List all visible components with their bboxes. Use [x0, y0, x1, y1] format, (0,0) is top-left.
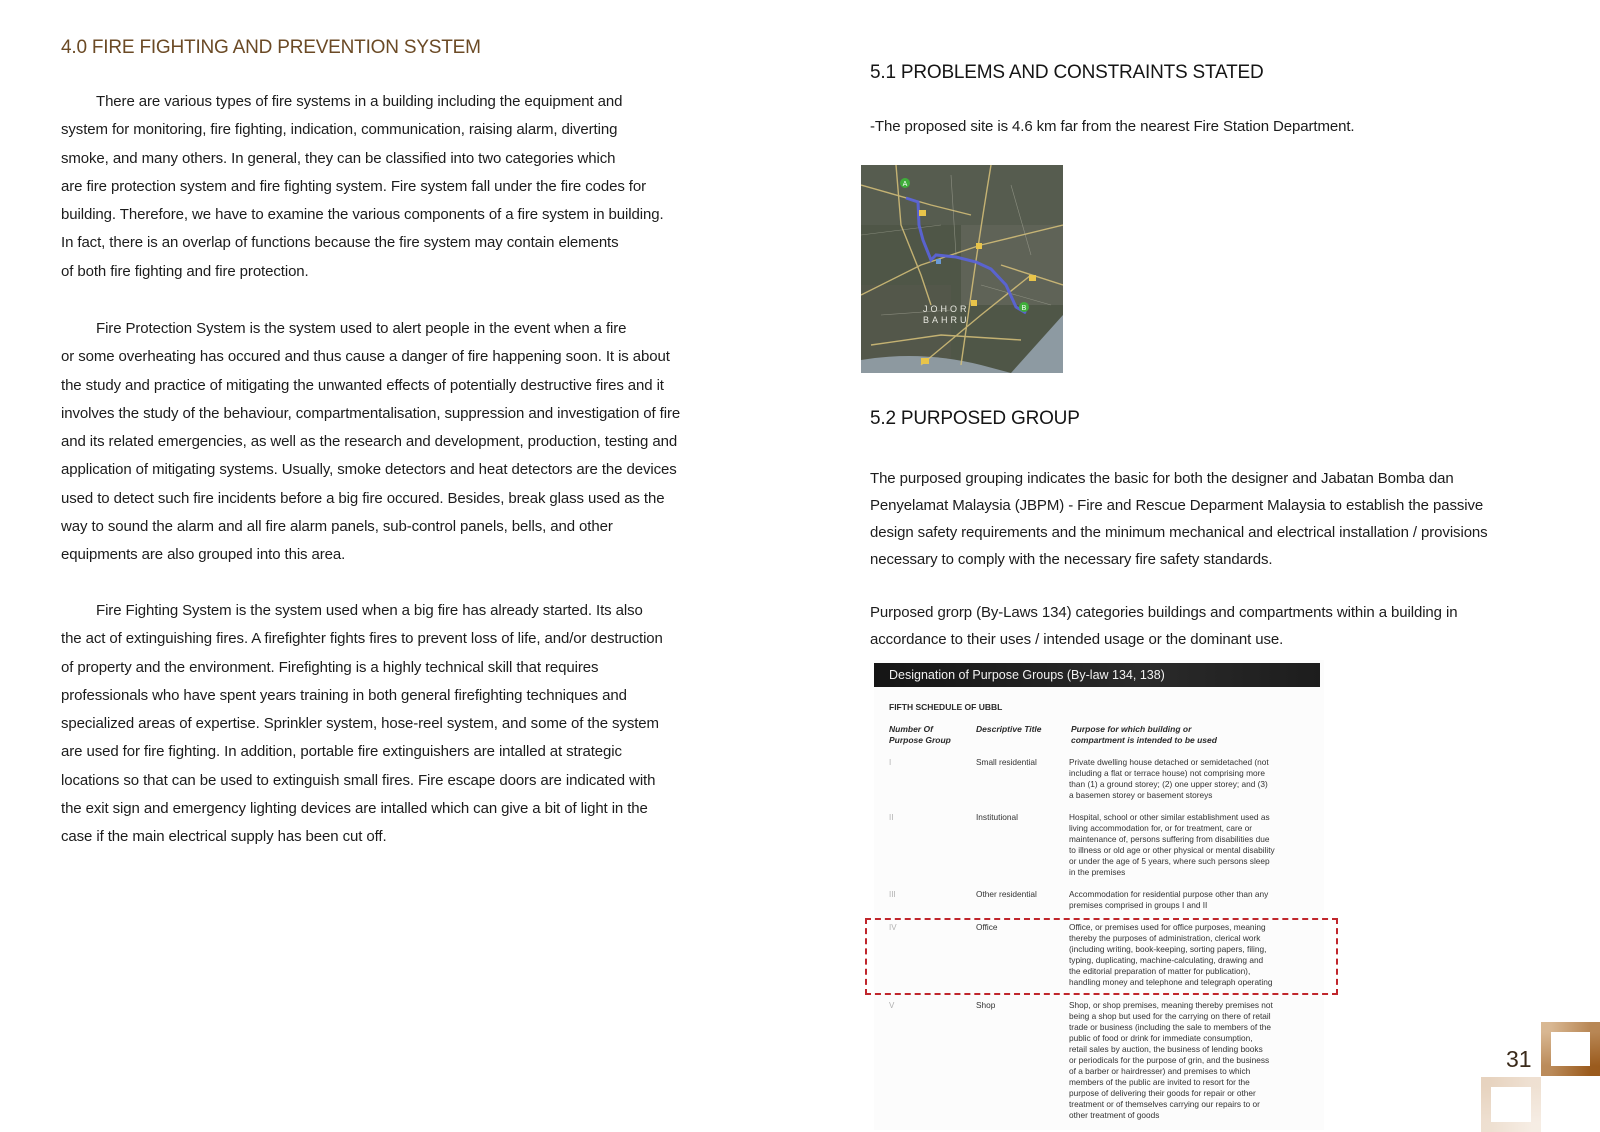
decorative-square-icon — [1541, 1022, 1600, 1076]
text-line: accordance to their uses / intended usage or the dominant use. — [870, 631, 1284, 648]
purpose-groups-table — [874, 660, 1324, 1130]
marker-a-label: A — [902, 181, 908, 188]
group-number: II — [889, 813, 894, 822]
text-line: specialized areas of expertise. Sprinkler system, hose-reel system, and some of the system — [61, 715, 659, 733]
table-subtitle: FIFTH SCHEDULE OF UBBL — [889, 702, 1003, 712]
text-line: Fire Fighting System is the system used when a big fire has already started. Its also — [96, 602, 643, 619]
text-line: application of mitigating systems. Usually, smoke detectors and heat detectors are the devices — [61, 461, 677, 479]
text-line: locations so that can be used to extinguish small fires. Fire escape doors are indicated with — [61, 771, 656, 789]
text-line: design safety requirements and the minimum mechanical and electrical installation / provisions — [870, 524, 1488, 541]
text-line: There are various types of fire systems in a building including the equipment and — [96, 93, 623, 110]
group-number: IV — [889, 923, 897, 932]
map-city-label: JOHOR — [923, 304, 970, 314]
by-laws-paragraph — [870, 599, 1457, 653]
group-number: III — [889, 890, 896, 899]
text-line: Purposed grorp (By-Laws 134) categories buildings and compartments within a building in — [870, 604, 1458, 621]
text-line: system for monitoring, fire fighting, indication, communication, raising alarm, diverting — [61, 121, 618, 139]
section-5-1-heading: 5.1 PROBLEMS AND CONSTRAINTS STATED — [870, 62, 1264, 83]
text-line: the act of extinguishing fires. A firefighter fights fires to prevent loss of life, and/or destruction — [61, 630, 663, 648]
text-line: case if the main electrical supply has been cut off. — [61, 828, 387, 846]
text-line: of both fire fighting and fire protection. — [61, 262, 309, 280]
route-map-image — [861, 165, 1063, 373]
text-line: or some overheating has occured and thus cause a danger of fire happening soon. It is about — [61, 348, 670, 366]
text-line: equipments are also grouped into this area. — [61, 546, 346, 564]
group-number: I — [889, 758, 892, 767]
text-line: involves the study of the behaviour, compartmentalisation, suppression and investigation of fire — [61, 404, 681, 422]
text-line: professionals who have spent years training in both general firefighting techniques and — [61, 686, 627, 704]
text-line: Fire Protection System is the system used to alert people in the event when a fire — [96, 320, 627, 337]
fire-protection-paragraph — [61, 315, 751, 570]
text-line: In fact, there is an overlap of functions because the fire system may contain elements — [61, 234, 619, 252]
text-line: The purposed grouping indicates the basic for both the designer and Jabatan Bomba dan — [870, 470, 1454, 487]
page-number: 31 — [1506, 1046, 1532, 1072]
group-purpose: Hospital, school or other similar establishment used as living accommodation for, or for treatment, care or maintenance of, persons suffering from disabilities due to illness or old age or other physical or mental disability or under the age of 5 years, where such persons sleep in the premises — [1069, 812, 1275, 877]
purposed-grouping-paragraph — [870, 465, 1488, 573]
text-line: are fire protection system and fire fighting system. Fire system fall under the fire codes for — [61, 177, 647, 195]
text-line: the study and practice of mitigating the unwanted effects of potentially destructive fires and it — [61, 376, 664, 394]
group-title: Small residential — [976, 757, 1037, 767]
group-purpose: Shop, or shop premises, meaning thereby premises not being a shop but used for the carrying on there of retail trade or business (including the sale to members of the public of food or drink for immediate consumption, retail sales by auction, the business of lending books or periodicals for the purpose of grin, and the business of a barber or hairdresser) and premises to which members of the public are invited to resort for the purpose of delivering their goods for repair or other treatment or of themselves carrying our repairs to or other treatment of goods — [1069, 1000, 1273, 1120]
group-title: Shop — [976, 1000, 996, 1010]
group-title: Institutional — [976, 812, 1018, 822]
map-city-label: BAHRU — [923, 315, 970, 325]
intro-paragraph — [61, 88, 751, 286]
fire-fighting-paragraph — [61, 597, 751, 852]
table-title: Designation of Purpose Groups (By-law 134, 138) — [874, 663, 1320, 687]
text-line: used to detect such fire incidents before a big fire occured. Besides, break glass used as the — [61, 489, 665, 507]
group-title: Other residential — [976, 889, 1037, 899]
office-group-highlight-box — [865, 918, 1338, 995]
site-distance-text: -The proposed site is 4.6 km far from the nearest Fire Station Department. — [870, 118, 1355, 135]
group-number: V — [889, 1001, 895, 1010]
text-line: Penyelamat Malaysia (JBPM) - Fire and Rescue Deparment Malaysia to establish the passive — [870, 497, 1484, 514]
group-title: Office — [976, 922, 998, 932]
column-header-title: Descriptive Title — [976, 724, 1042, 734]
text-line: and its related emergencies, as well as the research and development, production, testing and — [61, 433, 678, 451]
section-4-heading: 4.0 FIRE FIGHTING AND PREVENTION SYSTEM — [61, 37, 481, 58]
text-line: way to sound the alarm and all fire alarm panels, sub-control panels, bells, and other — [61, 518, 613, 536]
marker-b-label: B — [1021, 305, 1027, 312]
text-line: of property and the environment. Firefighting is a highly technical skill that requires — [61, 658, 599, 676]
text-line: smoke, and many others. In general, they can be classified into two categories which — [61, 149, 616, 167]
group-purpose: Private dwelling house detached or semidetached (not including a flat or terrace house) not comprising more than (1) a ground storey; (2) one upper storey; and (3) a basemen storey or basement storeys — [1069, 757, 1269, 800]
text-line: are used for fire fighting. In addition, portable fire extinguishers are intalled at strategic — [61, 743, 622, 761]
group-purpose: Office, or premises used for office purposes, meaning thereby the purposes of administration, clerical work (including writing, book-keeping, sorting papers, filing, typing, duplicating, machine-calculating, drawing and the editorial preparation of matter for publication), handling money and telephone and telegraph operating — [1069, 922, 1273, 987]
map-graphic — [861, 165, 1063, 373]
column-header-number: Number Of Purpose Group — [889, 724, 951, 745]
group-purpose: Accommodation for residential purpose other than any premises comprised in groups I and II — [1069, 889, 1269, 910]
text-line: the exit sign and emergency lighting devices are intalled which can give a bit of light in the — [61, 800, 648, 818]
text-line: necessary to comply with the necessary fire safety standards. — [870, 551, 1273, 568]
section-5-2-heading: 5.2 PURPOSED GROUP — [870, 408, 1080, 429]
decorative-square-icon — [1481, 1077, 1541, 1132]
column-header-purpose: Purpose for which building or compartment is intended to be used — [1071, 724, 1217, 745]
text-line: building. Therefore, we have to examine the various components of a fire system in building. — [61, 206, 664, 224]
